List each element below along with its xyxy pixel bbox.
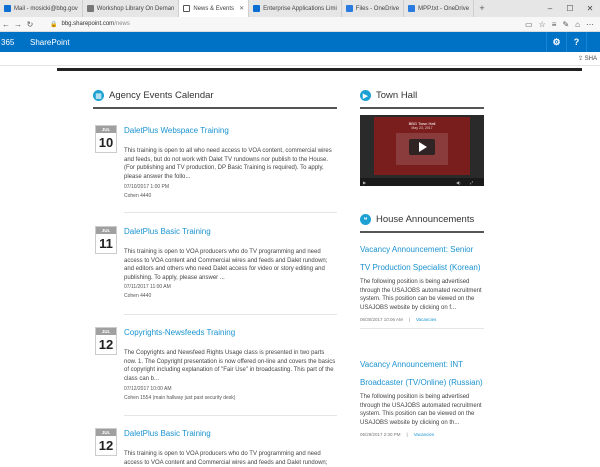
volume-icon[interactable]: ◀) (456, 180, 461, 185)
lock-icon: 🔒 (50, 21, 58, 28)
tab-label: Enterprise Applications Limi (263, 5, 337, 12)
mail-icon (4, 5, 11, 12)
close-tab-icon[interactable]: ✕ (239, 6, 245, 12)
date-badge (95, 125, 117, 153)
announcement-title-link[interactable]: Vacancy Announcement: INT Broadcaster (TV/Online) (Russian) (360, 360, 483, 387)
office365-label[interactable]: 365 (1, 37, 15, 47)
play-icon (419, 142, 427, 152)
refresh-icon[interactable]: ↻ (26, 19, 34, 29)
date-month: JUL (96, 126, 116, 133)
onedrive-icon (346, 5, 353, 12)
header-band (57, 68, 582, 71)
ribbon-bar (0, 52, 600, 66)
townhall-video-player[interactable] (360, 115, 484, 186)
share-icon[interactable]: ⌂ (575, 19, 580, 29)
event-title-link[interactable]: DaletPlus Basic Training (124, 429, 211, 438)
url-domain: bbg.sharepoint.com (61, 21, 115, 27)
announcement-meta (360, 432, 484, 437)
announcement-date: 06/30/2017 10:06 AM (360, 317, 403, 323)
tab-label: Files - OneDrive (355, 5, 400, 12)
announcement-item (360, 239, 484, 329)
maximize-icon[interactable]: ☐ (566, 4, 574, 13)
announcement-item (360, 354, 484, 437)
date-month: JUL (96, 429, 116, 436)
announcements-header (360, 214, 484, 233)
sharepoint-label[interactable]: SharePoint (30, 37, 70, 47)
separator: | (408, 317, 410, 323)
category-link[interactable]: Vacancies (413, 432, 435, 438)
reading-view-icon[interactable]: ▭ (525, 19, 533, 29)
browser-tab-files[interactable] (342, 0, 404, 17)
suite-bar (0, 32, 600, 52)
notes-icon[interactable]: ✎ (562, 19, 570, 29)
onedrive-icon (408, 5, 415, 12)
video-controls (360, 178, 484, 186)
tab-label: News & Events (193, 5, 235, 12)
announcements-title: House Announcements (376, 214, 475, 225)
date-badge (95, 327, 117, 355)
browser-tab-news-events[interactable] (179, 0, 249, 17)
browser-tab-workshop[interactable] (83, 0, 180, 17)
megaphone-icon: ❝ (360, 214, 371, 225)
date-day: 12 (98, 337, 114, 352)
event-title-link[interactable]: DaletPlus Basic Training (124, 227, 211, 236)
forward-icon[interactable]: → (14, 19, 22, 29)
event-description: This training is open to VOA producers who do TV programming and need access to VOA content and Commercial wires and feeds and Dalet rundown; and editors and others who need Dalet access for video or story editing and publishing. To apply, please answer ... (124, 249, 328, 282)
date-day: 10 (98, 135, 114, 150)
date-day: 12 (98, 438, 114, 453)
fullscreen-icon[interactable]: ⤢ (470, 180, 474, 185)
browser-tab-mail[interactable] (0, 0, 83, 17)
category-link[interactable]: Vacancies (415, 317, 437, 323)
date-month: JUL (96, 328, 116, 335)
sidebar-column (360, 90, 484, 438)
video-icon: ▶ (360, 90, 371, 101)
play-button[interactable] (409, 139, 435, 155)
event-description: This training is open to all who need access to VOA content, commercial wires and feeds, but do not work with Dalet TV rundowns nor publish to the House. (For publishing and TV production, DP Basic Training is required). To apply, please answer the follo... (124, 148, 332, 181)
divider (124, 415, 337, 416)
event-location: Cohen 4440 (124, 193, 152, 199)
close-window-icon[interactable]: ✕ (586, 4, 594, 13)
minimize-icon[interactable]: – (547, 4, 553, 13)
browser-tab-enterprise[interactable] (249, 0, 342, 17)
event-title-link[interactable]: Copyrights-Newsfeeds Training (124, 328, 236, 337)
url-field[interactable] (50, 21, 525, 28)
announcement-title-link[interactable]: Vacancy Announcement: Senior TV Production Specialist (Korean) (360, 245, 481, 272)
new-tab-button[interactable]: + (479, 3, 485, 13)
announcement-description: The following position is being advertised through the USAJOBS automated recruitment system. This position can be viewed on the USAJOBS website by clicking on f... (360, 279, 482, 311)
tab-label: MPP.txt - OneDrive (418, 5, 470, 12)
avatar[interactable] (586, 32, 600, 52)
slide-date: May 23, 2017 (411, 126, 433, 130)
share-button[interactable]: ⇪ SHA (577, 56, 597, 62)
announcement-meta (360, 317, 484, 322)
page-icon (87, 5, 94, 12)
date-badge (95, 428, 117, 456)
slide-title: BBG Town Hall (408, 121, 436, 126)
browser-tab-bar (0, 0, 600, 17)
event-title-link[interactable]: DaletPlus Webspace Training (124, 126, 229, 135)
page-icon (183, 5, 190, 12)
events-calendar-section (93, 90, 337, 466)
more-icon[interactable]: ⋯ (586, 19, 594, 29)
event-description: This training is open to VOA producers who do TV programming and need access to VOA content and Commercial wires and feeds and Dalet rundown; (124, 451, 328, 466)
section-title: Agency Events Calendar (109, 90, 214, 101)
page-icon (253, 5, 260, 12)
separator: | (406, 432, 408, 438)
question-icon[interactable]: ? (566, 32, 586, 52)
event-time: 07/11/2017 11:00 AM (124, 284, 171, 290)
date-badge (95, 226, 117, 254)
event-time: 07/12/2017 10:00 AM (124, 386, 172, 392)
divider (124, 314, 337, 315)
url-path: /news (114, 21, 130, 27)
browser-tab-mpp[interactable] (404, 0, 474, 17)
gear-icon[interactable]: ⚙ (546, 32, 566, 52)
calendar-icon: ▦ (93, 90, 104, 101)
share-label: SHA (584, 56, 597, 62)
tab-label: Workshop Library On Deman (96, 5, 175, 12)
event-time: 07/10/2017 1:00 PM (124, 184, 170, 190)
divider (124, 212, 337, 213)
divider (360, 328, 484, 329)
back-icon[interactable]: ← (2, 19, 10, 29)
date-day: 11 (99, 236, 113, 251)
announcement-date: 06/29/2017 2:30 PM (360, 432, 401, 438)
event-location: Cohen 4440 (124, 293, 152, 299)
event-location: Cohen 1554 (main hallway just past security desk) (124, 395, 236, 401)
event-description: The Copyrights and Newsfeed Rights Usage class is presented in two parts now. 1. The Copyright presentation is now offered on-line and covers the basics of copyright including explanation of "Fair Use" in broadcasting. This part of the class can b... (124, 350, 336, 383)
hub-icon[interactable]: ≡ (551, 19, 557, 29)
play-small-icon[interactable]: ▶ (363, 180, 367, 185)
favorite-star-icon[interactable]: ☆ (538, 19, 546, 29)
section-header (93, 90, 337, 109)
address-bar (0, 17, 600, 32)
townhall-title: Town Hall (376, 90, 418, 101)
townhall-header (360, 90, 484, 109)
tab-label: Mail - mosicki@bbg.gov (14, 5, 78, 12)
announcement-description: The following position is being advertised through the USAJOBS automated recruitment system. This position can be viewed on the USAJOBS website by clicking on th... (360, 394, 482, 426)
date-month: JUL (96, 227, 116, 234)
